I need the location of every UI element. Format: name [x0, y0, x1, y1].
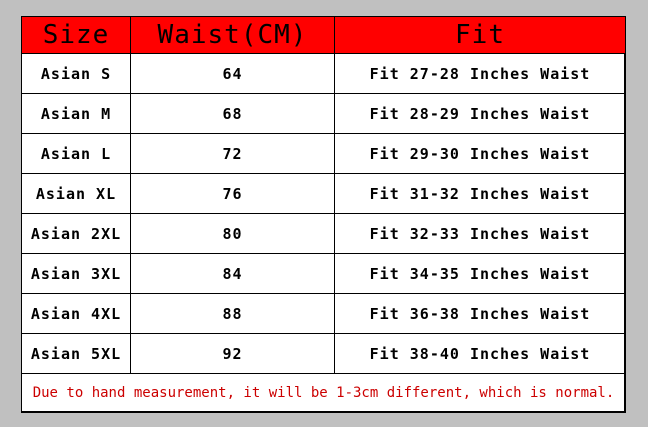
size-cell: Asian 2XL	[22, 214, 131, 254]
waist-cell: 92	[131, 334, 335, 374]
waist-cell: 88	[131, 294, 335, 334]
table-row	[22, 134, 626, 174]
header-size: Size	[22, 17, 131, 54]
measurement-note: Due to hand measurement, it will be 1-3cm different, which is normal.	[22, 374, 626, 413]
table-row	[22, 254, 626, 294]
table-row	[22, 334, 626, 374]
table-row	[22, 54, 626, 94]
table-row	[22, 174, 626, 214]
fit-cell: Fit 38-40 Inches Waist	[335, 334, 626, 374]
fit-cell: Fit 34-35 Inches Waist	[335, 254, 626, 294]
waist-cell: 80	[131, 214, 335, 254]
table-row	[22, 94, 626, 134]
size-chart	[21, 16, 625, 412]
fit-cell: Fit 27-28 Inches Waist	[335, 54, 626, 94]
fit-cell: Fit 29-30 Inches Waist	[335, 134, 626, 174]
waist-cell: 68	[131, 94, 335, 134]
size-cell: Asian L	[22, 134, 131, 174]
size-table	[21, 16, 626, 413]
size-cell: Asian 5XL	[22, 334, 131, 374]
size-cell: Asian S	[22, 54, 131, 94]
waist-cell: 76	[131, 174, 335, 214]
note-row	[22, 374, 626, 413]
waist-cell: 64	[131, 54, 335, 94]
size-cell: Asian 3XL	[22, 254, 131, 294]
table-row	[22, 214, 626, 254]
header-fit: Fit	[335, 17, 626, 54]
header-row	[22, 17, 626, 54]
fit-cell: Fit 31-32 Inches Waist	[335, 174, 626, 214]
waist-cell: 72	[131, 134, 335, 174]
fit-cell: Fit 32-33 Inches Waist	[335, 214, 626, 254]
waist-cell: 84	[131, 254, 335, 294]
header-waist: Waist(CM)	[131, 17, 335, 54]
size-cell: Asian XL	[22, 174, 131, 214]
size-cell: Asian M	[22, 94, 131, 134]
size-cell: Asian 4XL	[22, 294, 131, 334]
table-row	[22, 294, 626, 334]
fit-cell: Fit 36-38 Inches Waist	[335, 294, 626, 334]
fit-cell: Fit 28-29 Inches Waist	[335, 94, 626, 134]
